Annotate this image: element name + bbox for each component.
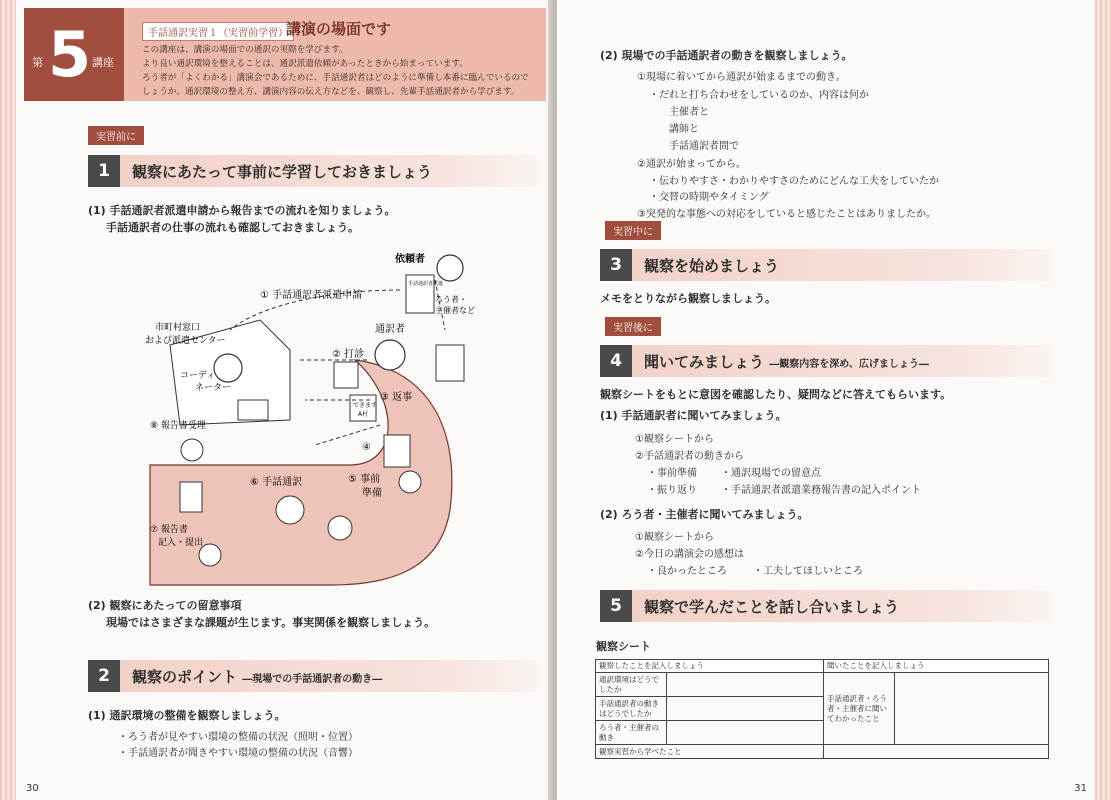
section-3 (600, 249, 1052, 281)
s1-item1-line2: 手話通訳者の仕事の流れも確認しておきましょう。 (106, 221, 359, 234)
step3-label: ③ 返事 (380, 392, 413, 403)
section-2 (88, 660, 540, 692)
header-tag: 手話通訳実習１（実習前学習） (142, 22, 294, 41)
section-subtitle: ―観察内容を深め、広げましょう― (769, 359, 929, 370)
page-edge-stripes (1095, 0, 1111, 800)
s4-2b: ②今日の講演会の感想は (635, 549, 744, 560)
step2-label: ② 打診 (332, 349, 365, 360)
right-item-1d: 手話通訳者間で (669, 141, 739, 152)
interpreter-figure (276, 496, 304, 524)
section-number: 1 (88, 155, 120, 187)
s1-item2-line2: 現場ではさまざまな課題が生じます。事実関係を観察しましょう。 (106, 616, 436, 629)
step6-label: ⑥ 手話通訳 (250, 477, 303, 488)
s4-1b: ②手話通訳者の動きから (635, 451, 744, 462)
sheet-head-left: 観察したことを記入しましょう (596, 660, 824, 673)
right-item-1: ①現場に着いてから通訳が始まるまでの動き。 (637, 72, 846, 83)
right-item-2b: ・交替の時期やタイミング (649, 192, 769, 203)
sheet-cell-blank[interactable] (667, 697, 824, 721)
s4-1c2: ・通訳現場での留意点 (721, 468, 821, 479)
s4-2c1: ・良かったところ (647, 566, 727, 577)
step4-label: ④ (362, 442, 371, 453)
right-item-2: ②通訳が始まってから。 (637, 159, 746, 170)
sheet-row-label: 手話通訳者の動きはどうでしたか (596, 697, 667, 721)
section-5 (600, 590, 1052, 622)
sheet-row-label: 観察実習から学べたこと (596, 745, 824, 759)
intro-line: より良い通訳環境を整えることは、通訳派遣依頼があったときから始まっています。 (142, 59, 468, 69)
page-edge-stripes (0, 0, 16, 800)
flow-arrow (435, 280, 445, 330)
section-title: 観察を始めましょう (644, 257, 780, 275)
coordinator-label-1: コーディ (180, 371, 216, 381)
intro-line: しょうか。通訳環境の整え方、講演内容の伝え方などを、観察し、先輩手話通訳者から学びます。 (142, 87, 520, 97)
tag-after-practice: 実習後に (605, 317, 661, 336)
step7-label-1: ⑦ 報告書 (150, 525, 188, 535)
lesson-header (24, 8, 546, 101)
section-title: 観察で学んだことを話し合いましょう (644, 598, 900, 616)
report-form-icon (180, 482, 202, 512)
s3-text: メモをとりながら観察しましょう。 (600, 292, 776, 305)
s4-1c1: ・事前準備 (647, 468, 697, 479)
tag-before-practice: 実習前に (88, 126, 144, 145)
page-number-right: 31 (1074, 783, 1087, 794)
s1-item1-line1: (1) 手話通訳者派遣申請から報告までの流れを知りましょう。 (88, 204, 396, 217)
section-number: 3 (600, 249, 632, 281)
section-number: 5 (600, 590, 632, 622)
sheet-cell-blank[interactable] (667, 673, 824, 697)
observation-sheet-title: 観察シート (596, 640, 651, 653)
center-label-1: 市町村窓口 (155, 323, 201, 333)
section-title (644, 351, 929, 372)
right-item-1a: ・だれと打ち合わせをしているのか、内容は何か (649, 90, 869, 101)
coordinator-figure (214, 354, 242, 382)
sheet-row-label: ろう者・主催者の動き (596, 721, 667, 745)
form-icon (384, 435, 410, 467)
prep-figure (399, 471, 421, 493)
s4-2c2: ・工夫してほしいところ (753, 566, 863, 577)
coordinator-label-2: ネーター (195, 383, 232, 393)
center-label-2: および派遣センター (145, 336, 226, 346)
section-title (132, 666, 382, 687)
s4-1d2: ・手話通訳者派遣業務報告書の記入ポイント (721, 485, 921, 496)
lesson-number: 5 (48, 18, 92, 91)
laptop-icon (238, 400, 268, 420)
lesson-suffix: 講座 (92, 56, 114, 69)
client-figure (437, 255, 463, 281)
sheet-cell-blank[interactable] (667, 721, 824, 745)
sheet-row-label: 手話通訳者・ろう者・主催者に聞いてわかったこと (824, 673, 895, 745)
workflow-illustration (100, 250, 532, 590)
form-icon (334, 362, 358, 388)
right-item-2a: ・伝わりやすさ・わかりやすさのためにどんな工夫をしていたか (649, 176, 939, 187)
s4-text: 観察シートをもとに意図を確認したり、疑問などに答えてもらいます。 (600, 388, 952, 401)
section-1 (88, 155, 540, 187)
s2-bullet1: ・ろう者が見やすい環境の整備の状況（照明・位置） (118, 732, 358, 743)
s4-item1: (1) 手話通訳者に聞いてみましょう。 (600, 409, 787, 422)
sheet-cell-blank[interactable] (895, 673, 1049, 745)
section-title-main: 聞いてみましょう (644, 353, 765, 371)
sheet-row-label: 通訳環境はどうでしたか (596, 673, 667, 697)
section-title: 観察にあたって事前に学習しておきましょう (132, 163, 433, 181)
intro-line: この講座は、講演の場面での通訳の実際を学びます。 (142, 45, 348, 55)
s4-2a: ①観察シートから (635, 532, 714, 543)
s4-1a: ①観察シートから (635, 434, 714, 445)
step1-label: ① 手話通訳者派遣申請 (260, 290, 363, 301)
step5-label-2: 準備 (362, 488, 382, 499)
tag-during-practice: 実習中に (605, 221, 661, 240)
deaf-label: ろう者・ (435, 295, 467, 304)
observation-sheet (595, 659, 1049, 759)
section-subtitle: ―現場での手話通訳者の動き― (242, 674, 383, 685)
s1-item2-line1: (2) 観察にあたっての留意事項 (88, 599, 242, 612)
s2-bullet2: ・手話通訳者が聞きやすい環境の整備の状況（音響） (118, 748, 358, 759)
s2-item2: (2) 現場での手話通訳者の動きを観察しましょう。 (600, 49, 853, 62)
lesson-number-block (24, 8, 124, 101)
s4-1d1: ・振り返り (647, 485, 697, 496)
right-item-1c: 講師と (669, 124, 699, 135)
interpreter-label: 通訳者 (375, 324, 405, 335)
section-number: 4 (600, 345, 632, 377)
form-icon (436, 345, 464, 381)
form-title: 手話通訳者派遣 (408, 281, 444, 287)
interpreter-figure (375, 340, 405, 370)
sheet-head-right: 聞いたことを記入しましょう (824, 660, 1049, 673)
section-number: 2 (88, 660, 120, 692)
section-title-main: 観察のポイント (132, 668, 238, 686)
step5-label-1: ⑤ 事前 (348, 474, 381, 485)
s2-item1: (1) 通訳環境の整備を観察しましょう。 (88, 709, 286, 722)
step7-label-2: 記入・提出 (158, 538, 204, 548)
audience-figure (328, 516, 352, 540)
reply-note-line2: A村 (358, 411, 369, 418)
header-title: 講演の場面です (286, 20, 392, 38)
client-label: 依頼者 (395, 254, 425, 265)
page-number-left: 30 (26, 783, 39, 794)
section-4 (600, 345, 1052, 377)
receiver-figure (181, 439, 203, 461)
reply-note-line1: できます (353, 402, 378, 409)
organizer-label: 主催者など (435, 306, 475, 315)
s4-item2: (2) ろう者・主催者に聞いてみましょう。 (600, 508, 809, 521)
step8-label: ⑧ 報告書受理 (150, 421, 206, 431)
intro-line: ろう者が「よくわかる」講演会であるために、手話通訳者はどのように準備し本番に臨んでいるので (142, 73, 529, 83)
left-page (0, 0, 552, 800)
right-item-1b: 主催者と (669, 107, 709, 118)
right-item-3: ③突発的な事態への対応をしていると感じたことはありましたか。 (637, 209, 936, 220)
sheet-cell-blank[interactable] (824, 745, 1049, 759)
lesson-prefix: 第 (32, 56, 43, 69)
header-intro (142, 43, 552, 99)
